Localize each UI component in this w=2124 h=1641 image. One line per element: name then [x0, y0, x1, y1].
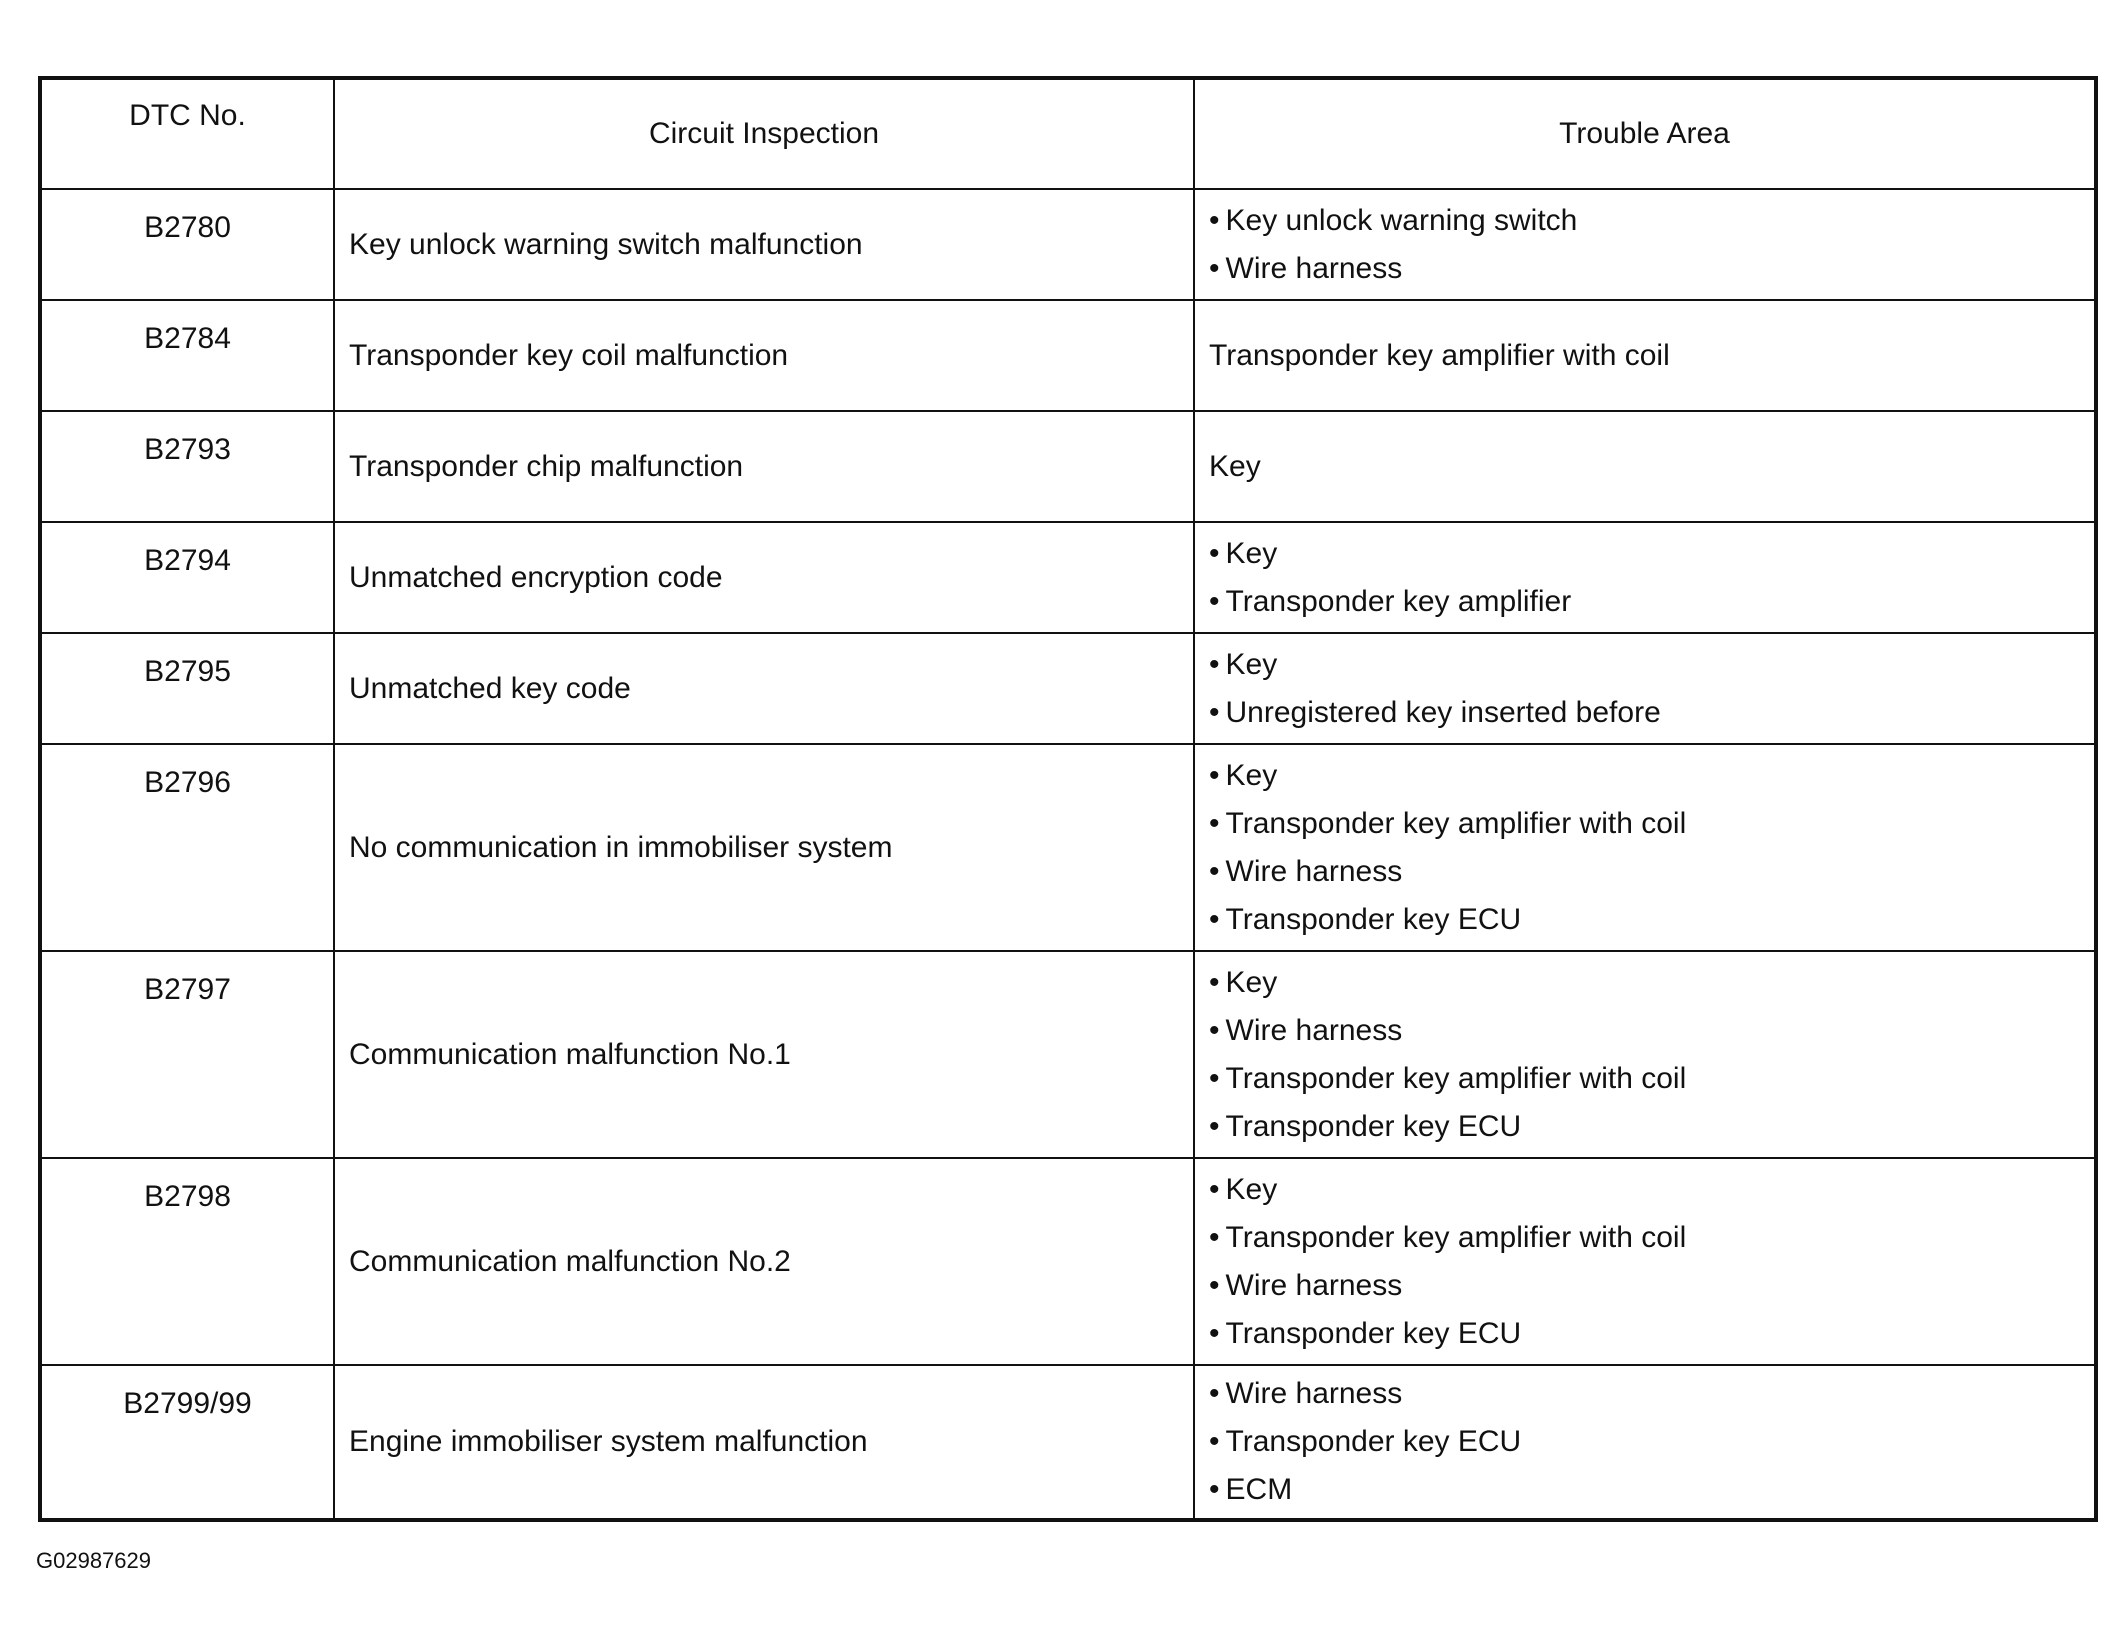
circuit-inspection-cell: Unmatched encryption code [334, 522, 1194, 633]
dtc-code-cell: B2796 [40, 744, 334, 951]
trouble-area-item: • Transponder key ECU [1209, 1418, 2093, 1466]
trouble-area-item: • Wire harness [1209, 245, 2093, 293]
trouble-area-list [1209, 530, 2093, 626]
trouble-area-cell [1194, 1158, 2096, 1365]
header-circuit-inspection: Circuit Inspection [334, 78, 1194, 189]
circuit-inspection-cell: Transponder key coil malfunction [334, 300, 1194, 411]
header-trouble-area: Trouble Area [1194, 78, 2096, 189]
dtc-code-cell: B2793 [40, 411, 334, 522]
dtc-code-cell: B2780 [40, 189, 334, 300]
trouble-area-item: • Wire harness [1209, 1007, 2093, 1055]
trouble-area-item: • Key [1209, 641, 2093, 689]
table-row [40, 522, 2096, 633]
table-row [40, 744, 2096, 951]
trouble-area-item: • Key [1209, 959, 2093, 1007]
circuit-inspection-cell: Key unlock warning switch malfunction [334, 189, 1194, 300]
trouble-area-item: • Key unlock warning switch [1209, 197, 2093, 245]
trouble-area-item: • Wire harness [1209, 848, 2093, 896]
trouble-area-cell [1194, 633, 2096, 744]
trouble-area-item: Key [1209, 449, 1261, 483]
table-body [40, 189, 2096, 1520]
trouble-area-item: • Transponder key ECU [1209, 896, 2093, 944]
trouble-area-item: • Transponder key amplifier with coil [1209, 800, 2093, 848]
trouble-area-cell [1194, 1365, 2096, 1520]
dtc-code-cell: B2795 [40, 633, 334, 744]
trouble-area-list [1209, 641, 2093, 737]
circuit-inspection-cell: Communication malfunction No.1 [334, 951, 1194, 1158]
trouble-area-item: • Transponder key amplifier [1209, 578, 2093, 626]
trouble-area-cell [1194, 300, 2096, 411]
trouble-area-list [1209, 1370, 2093, 1514]
circuit-inspection-cell: Unmatched key code [334, 633, 1194, 744]
circuit-inspection-cell: Transponder chip malfunction [334, 411, 1194, 522]
table-row [40, 1158, 2096, 1365]
trouble-area-cell [1194, 189, 2096, 300]
trouble-area-cell [1194, 951, 2096, 1158]
trouble-area-list [1209, 752, 2093, 944]
trouble-area-item: • Wire harness [1209, 1262, 2093, 1310]
trouble-area-item: • Transponder key amplifier with coil [1209, 1214, 2093, 1262]
trouble-area-item: Transponder key amplifier with coil [1209, 338, 1670, 372]
circuit-inspection-cell: Communication malfunction No.2 [334, 1158, 1194, 1365]
trouble-area-item: • Key [1209, 530, 2093, 578]
trouble-area-cell [1194, 411, 2096, 522]
trouble-area-item: • Transponder key ECU [1209, 1310, 2093, 1358]
table-row [40, 1365, 2096, 1520]
table-row [40, 633, 2096, 744]
trouble-area-cell [1194, 522, 2096, 633]
table-row [40, 411, 2096, 522]
dtc-code-cell: B2799/99 [40, 1365, 334, 1520]
trouble-area-cell [1194, 744, 2096, 951]
table-row [40, 189, 2096, 300]
trouble-area-item: • Wire harness [1209, 1370, 2093, 1418]
dtc-code-cell: B2798 [40, 1158, 334, 1365]
trouble-area-item: • Unregistered key inserted before [1209, 689, 2093, 737]
table-row [40, 951, 2096, 1158]
trouble-area-item: • Transponder key ECU [1209, 1103, 2093, 1151]
dtc-table [38, 76, 2098, 1522]
trouble-area-list [1209, 959, 2093, 1151]
trouble-area-list [1209, 197, 2093, 293]
trouble-area-list [1209, 1166, 2093, 1358]
trouble-area-item: • Key [1209, 752, 2093, 800]
header-dtc-no: DTC No. [40, 78, 334, 189]
figure-code: G02987629 [36, 1548, 151, 1573]
circuit-inspection-cell: Engine immobiliser system malfunction [334, 1365, 1194, 1520]
dtc-code-cell: B2797 [40, 951, 334, 1158]
circuit-inspection-cell: No communication in immobiliser system [334, 744, 1194, 951]
trouble-area-item: • Key [1209, 1166, 2093, 1214]
trouble-area-item: • ECM [1209, 1466, 2093, 1514]
trouble-area-item: • Transponder key amplifier with coil [1209, 1055, 2093, 1103]
dtc-code-cell: B2794 [40, 522, 334, 633]
header-row [40, 78, 2096, 189]
dtc-code-cell: B2784 [40, 300, 334, 411]
table-row [40, 300, 2096, 411]
